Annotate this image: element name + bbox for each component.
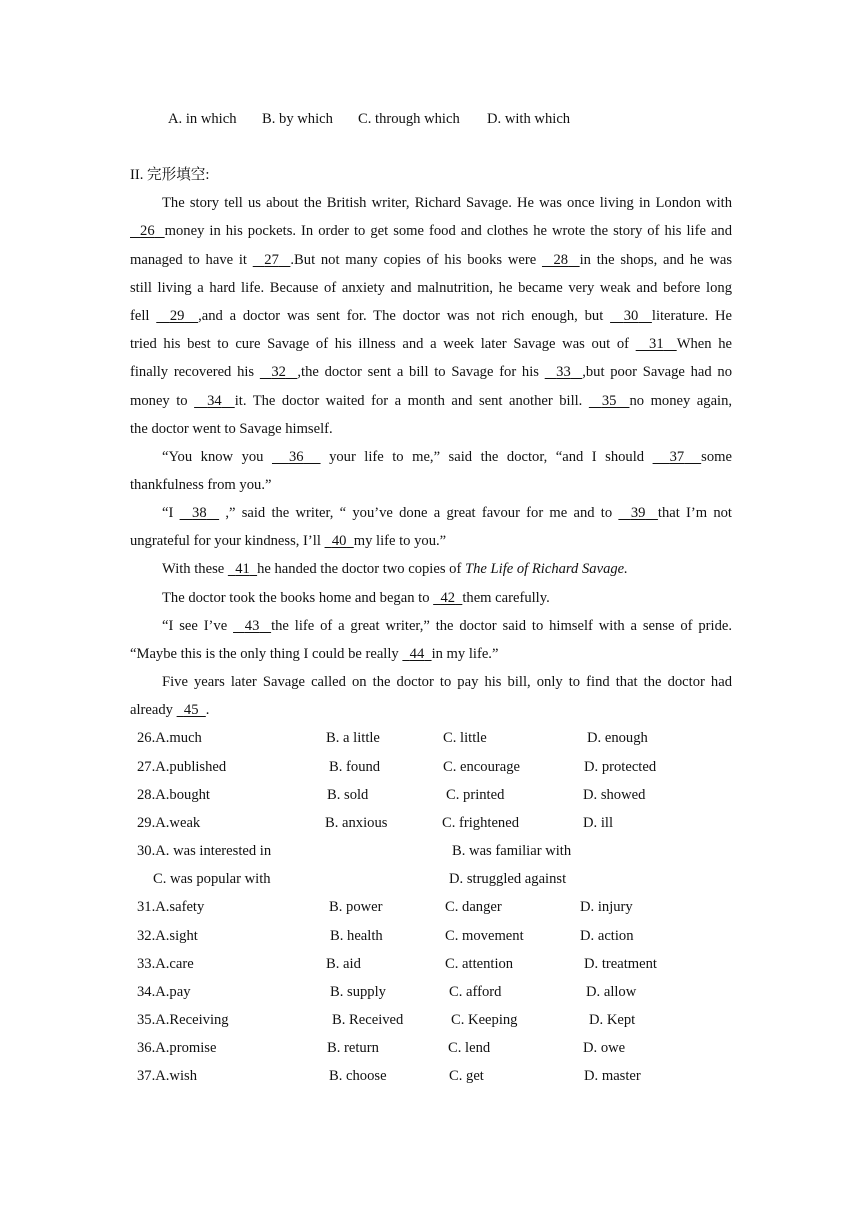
passage-line: fell 29 ,and a doctor was sent for. The doctor was not rich enough, but 30 literature. He [130,308,733,324]
passage-line: still living a hard life. Because of anxiety and malnutrition, he became very weak and before long [130,280,732,296]
passage-line: “Maybe this is the only thing I could be really 44 in my life.” [130,646,499,662]
blank-42: 42 [440,590,456,606]
blank-39: 39 [630,505,646,521]
passage-line: The doctor took the books home and began to 42 them carefully. [162,590,550,606]
blank-44: 44 [409,646,425,662]
question-35-c: C. Keeping [451,1012,518,1028]
passage-line: The story tell us about the British writer, Richard Savage. He was once living in London with [162,195,732,211]
question-37-c: C. get [449,1068,484,1084]
passage-line: money to 34 it. The doctor waited for a month and sent another bill. 35 no money again, [130,393,733,409]
passage-line: “You know you 36 your life to me,” said the doctor, “and I should 37 some [162,449,732,465]
option-c: C. through which [358,111,460,127]
question-32-a: 32.A.sight [137,928,198,944]
question-32-b: B. health [330,928,383,944]
question-31-d: D. injury [580,899,633,915]
passage-line: “I 38 ,” said the writer, “ you’ve done a great favour for me and to 39 that I’m not [162,505,732,521]
question-34-b: B. supply [330,984,386,1000]
blank-30: 30 [623,308,639,324]
passage-line: ungrateful for your kindness, I’ll 40 my life to you.” [130,533,447,549]
blank-26: 26 [140,223,155,239]
blank-32: 32 [271,364,286,380]
blank-35: 35 [601,393,617,409]
blank-45: 45 [183,702,199,718]
blank-34: 34 [207,393,222,409]
question-28-a: 28.A.bought [137,787,210,803]
question-36-a: 36.A.promise [137,1040,217,1056]
passage-line: With these 41 he handed the doctor two copies of The Life of Richard Savage. [162,561,628,577]
passage-line: Five years later Savage called on the doctor to pay his bill, only to find that the doctor had [162,674,732,690]
question-27-d: D. protected [584,759,657,775]
passage-line: thankfulness from you.” [130,477,272,493]
option-d: D. with which [487,111,571,127]
question-29-c: C. frightened [442,815,520,831]
question-30-c: C. was popular with [153,871,271,887]
option-b: B. by which [262,111,333,127]
question-32-d: D. action [580,928,634,944]
question-35-a: 35.A.Receiving [137,1012,229,1028]
question-26-a: 26.A.much [137,730,202,746]
question-36-d: D. owe [583,1040,626,1056]
question-36-b: B. return [327,1040,379,1056]
question-27-b: B. found [329,759,381,775]
blank-27: 27 [264,252,279,268]
blank-33: 33 [556,364,571,380]
question-27-a: 27.A.published [137,759,227,775]
blank-38: 38 [192,505,207,521]
question-32-c: C. movement [445,928,524,944]
blank-43: 43 [244,618,260,634]
question-33-c: C. attention [445,956,514,972]
option-a: A. in which [168,111,237,127]
passage-line: the doctor went to Savage himself. [130,421,333,437]
question-34-a: 34.A.pay [137,984,191,1000]
question-28-b: B. sold [327,787,369,803]
passage-line: “I see I’ve 43 the life of a great writer,” the doctor said to himself with a sense of pride. [162,618,732,634]
question-26-c: C. little [443,730,487,746]
blank-41: 41 [235,561,250,577]
question-29-a: 29.A.weak [137,815,201,831]
question-30-b: B. was familiar with [452,843,572,859]
question-30-a: 30.A. was interested in [137,843,272,859]
blank-31: 31 [649,336,664,352]
question-28-c: C. printed [446,787,505,803]
question-27-c: C. encourage [443,759,520,775]
question-37-d: D. master [584,1068,641,1084]
book-title: The Life of Richard Savage. [464,561,628,577]
question-30-d: D. struggled against [449,871,567,887]
question-33-d: D. treatment [584,956,657,972]
question-29-d: D. ill [583,815,613,831]
question-34-d: D. allow [586,984,637,1000]
blank-36: 36 [288,449,304,465]
blank-37: 37 [669,449,685,465]
question-33-a: 33.A.care [137,956,194,972]
question-31-c: C. danger [445,899,502,915]
question-36-c: C. lend [448,1040,491,1056]
blank-29: 29 [169,308,185,324]
passage-line: finally recovered his 32 ,the doctor sent a bill to Savage for his 33 ,but poor Savage had no [130,364,733,380]
question-35-b: B. Received [332,1012,404,1028]
passage-line: tried his best to cure Savage of his illness and a week later Savage was out of 31 When he [130,336,732,352]
question-31-b: B. power [329,899,383,915]
question-33-b: B. aid [326,956,361,972]
question-34-c: C. afford [449,984,502,1000]
question-37-a: 37.A.wish [137,1068,197,1084]
passage-line: 26 money in his pockets. In order to get some food and clothes he wrote the story of his life and [130,221,732,241]
blank-28: 28 [553,252,569,268]
question-35-d: D. Kept [589,1012,636,1028]
question-28-d: D. showed [583,787,646,803]
question-26-b: B. a little [326,730,380,746]
question-31-a: 31.A.safety [137,899,205,915]
question-37-b: B. choose [329,1068,387,1084]
question-29-b: B. anxious [325,815,388,831]
blank-40: 40 [331,533,347,549]
question-26-d: D. enough [587,730,648,746]
passage-line: managed to have it 27 .But not many copies of his books were 28 in the shops, and he was [130,252,733,268]
section-title: II. 完形填空: [130,167,210,183]
passage-line: already 45 . [130,702,210,718]
